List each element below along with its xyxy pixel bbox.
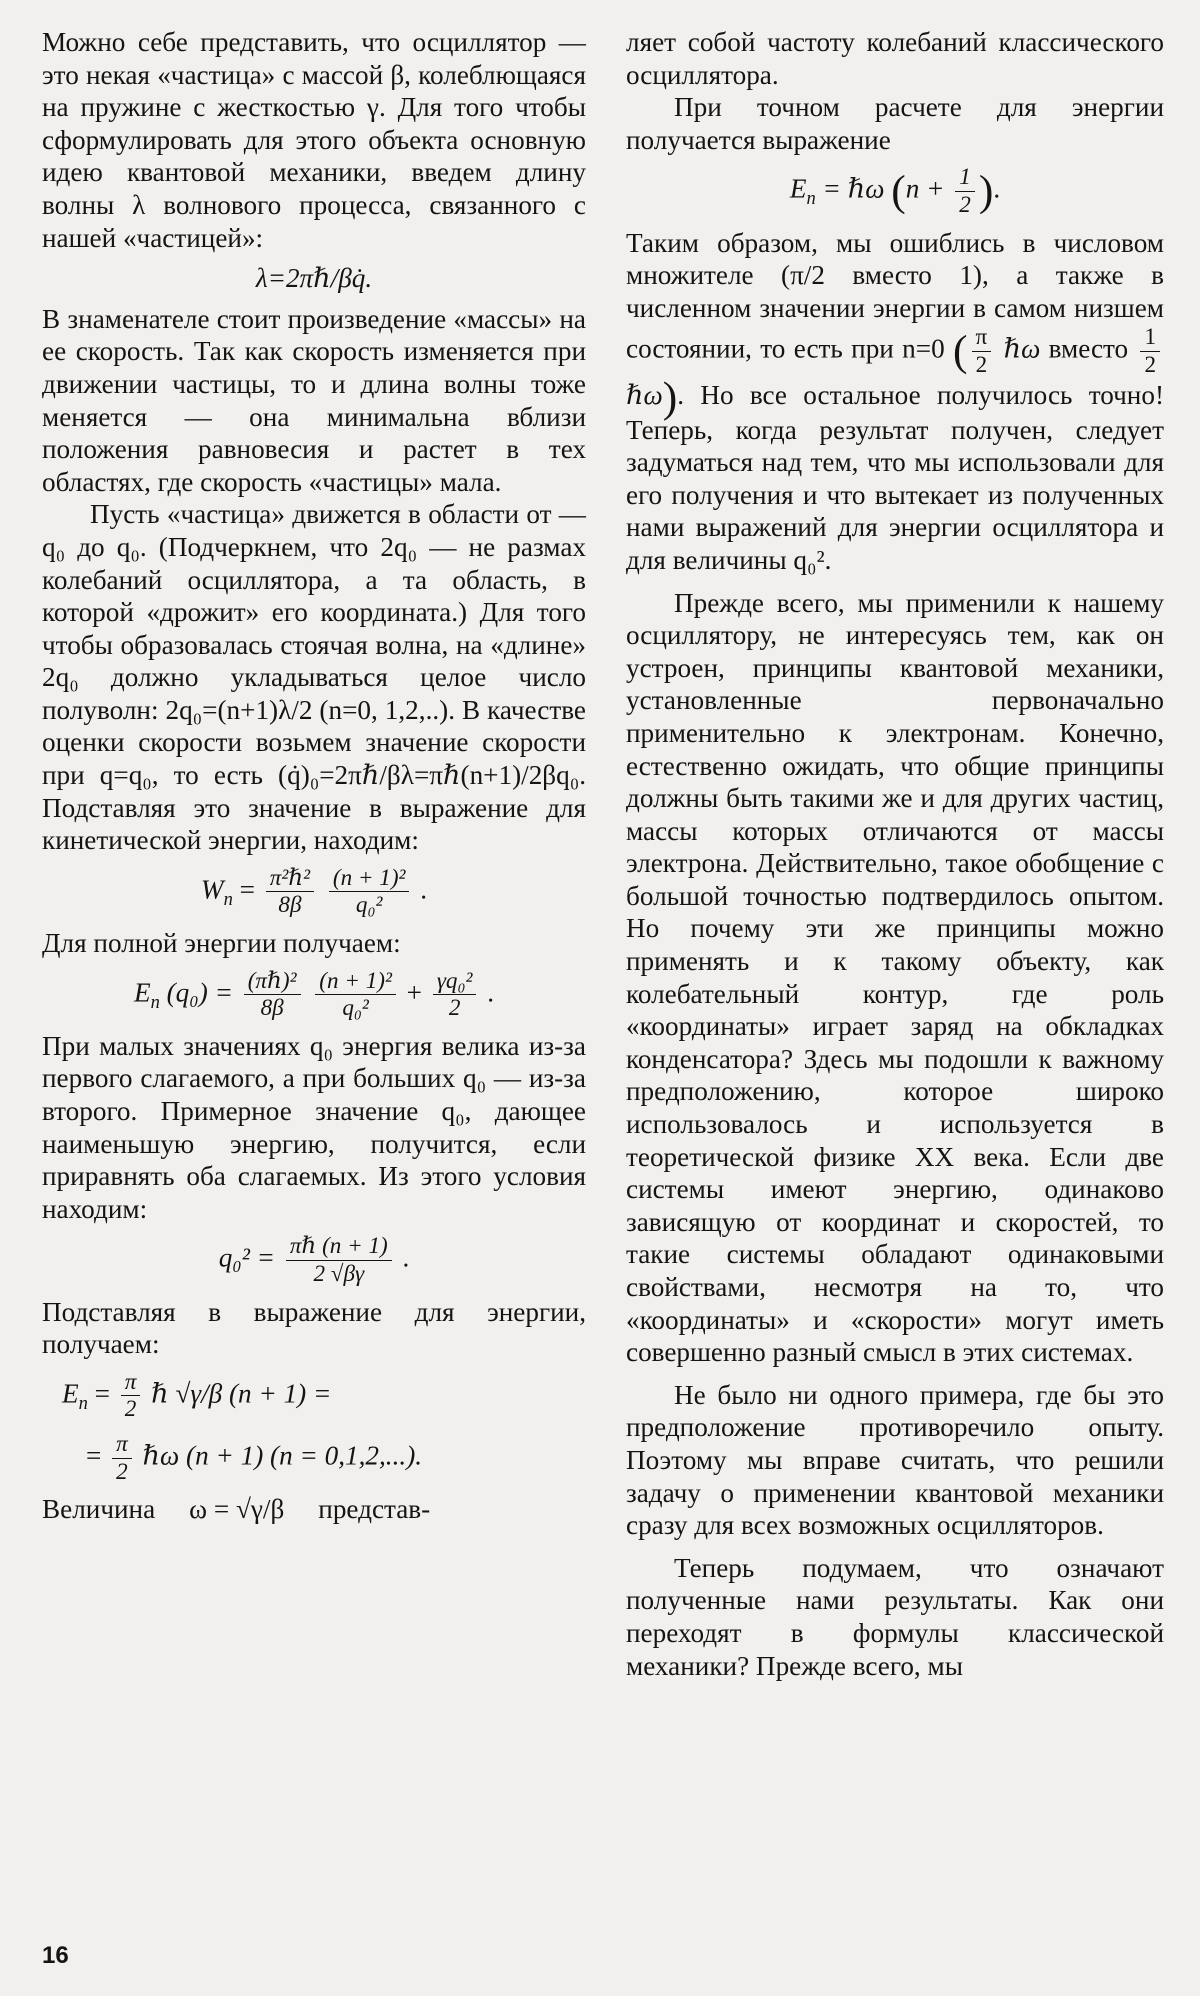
paragraph-omega: Величина ω = √γ/β представ- <box>42 1494 431 1525</box>
equation-kinetic-energy: $W_n$ = $\frac{\text{π²ℏ²}}{8\beta}$ $\frac{\text{(n + 1)²}}{\text{q₀²}}$ . <box>200 864 428 919</box>
paragraph-meaning: Теперь подумаем, что означают полученные нами результаты. Как они переходят в формулы классической механики? Прежде всего, мы <box>626 1552 1164 1681</box>
left-column <box>42 26 586 1526</box>
fraction-q0: $\frac{\text{πℏ (n + 1)}}{2 √\beta\gamma}$ <box>286 1233 392 1287</box>
right-column <box>626 26 1164 1682</box>
fraction-pi-half-1: $\frac{\pi}{2}$ <box>121 1369 141 1423</box>
fraction-pi-half-3: $\frac{\pi}{2}$ <box>972 324 992 378</box>
equation-wavelength: λ=2πℏ/βq̇. <box>255 263 373 294</box>
paragraph-principles: Прежде всего, мы применили к нашему осциллятору, не интересуясь тем, как он устроен, принципы квантовой механики, установленные первоначально применительно к электронам. Конечно, естественно ожидать, что общие принципы должны быть такими же и для других частиц, массы которых отличаются от массы электрона. Действительно, такое обобщение с большой точностью подтвердилось опытом. Но почему эти же принципы можно применять и к такому объекту, как колебательный контур, где роль «координаты» играет заряд на обкладках конденсатора? Здесь мы подошли к важному предположению, которое широко использовалось и используется в теоретической физике XX века. Если две системы имеют энергию, одинаково зависящую от координат и скоростей, то такие системы обладают одинаковыми свойствами, несмотря на то, что «координаты» и «скорости» могут иметь совершенно разный смысл в этих системах. <box>626 587 1164 1368</box>
equation-exact-energy: $E_n$ = ℏω (n + $\frac{1}{2}$ ). <box>789 164 1001 218</box>
fraction-total-3: $\frac{\text{γq₀²}}{2}$ <box>433 968 477 1022</box>
paragraph-oscillator-intro: Можно себе представить, что осциллятор — это некая «частица» с массой β, колеблющаяся на пружине с жесткостью γ. Для того чтобы сформулировать для этого объекта основную идею квантовой механики, введем длину волны λ волнового процесса, связанного с нашей «частицей»: <box>42 27 586 253</box>
equation-total-energy: $E_n$ (q₀) = $\frac{\text{(πℏ)²}}{8\beta}$ $\frac{\text{(n + 1)²}}{\text{q₀²}}$ + $\frac{\text{γq₀²}}{2}$ . <box>133 967 495 1022</box>
paragraph-classical-frequency: ляет собой частоту колебаний классического осциллятора. <box>626 27 1164 90</box>
paragraph-error-factor: Таким образом, мы ошиблись в числовом множителе (π/2 вместо 1), а также в численном значении энергии в самом низшем состоянии, то есть при n=0 ( $\frac{\pi}{2}$ ℏω вместо $\frac{1}{2}$ ℏω). Но все остальное получилось точно! Теперь, когда результат получен, следует задуматься над тем, что мы использовали для его получения и что вытекает из полученных нами выражений для энергии осциллятора и для величины q₀². <box>626 227 1164 575</box>
fraction-pi-half-2: $\frac{\pi}{2}$ <box>112 1431 132 1485</box>
fraction-total-1: $\frac{\text{(πℏ)²}}{8\beta}$ <box>244 968 301 1022</box>
paragraph-exact-calculation: При точном расчете для энергии получается выражение <box>626 92 1164 155</box>
fraction-kinetic-1: $\frac{\text{π²ℏ²}}{8\beta}$ <box>266 865 314 919</box>
paragraph-standing-wave: Пусть «частица» движется в области от —q₀ до q₀. (Подчеркнем, что 2q₀ — не размах колебаний осциллятора, а та область, в которой «дрожит» его координата.) Для того чтобы образовалась стоячая волна, на «длине» 2q₀ должно укладываться целое число полуволн: 2q₀=(n+1)λ/2 (n=0, 1,2,..). В качестве оценки скорости возьмем значение скорости при q=q₀, то есть (q̇)₀=2πℏ/βλ=πℏ(n+1)/2βq₀. Подставляя это значение в выражение для кинетической энергии, находим: <box>42 499 586 856</box>
paragraph-small-values: При малых значениях q₀ энергия велика из-за первого слагаемого, а при больших q₀ — из-за второго. Примерное значение q₀, дающее наименьшую энергию, получится, если приравнять оба слагаемых. Из этого условия находим: <box>42 1030 586 1224</box>
paragraph-total-energy: Для полной энергии получаем: <box>42 928 401 959</box>
fraction-total-2: $\frac{\text{(n + 1)²}}{\text{q₀²}}$ <box>315 968 396 1022</box>
paragraph-substituting: Подставляя в выражение для энергии, получаем: <box>42 1296 586 1360</box>
fraction-kinetic-2: $\frac{\text{(n + 1)²}}{\text{q₀²}}$ <box>329 865 410 919</box>
fraction-one-half: $\frac{1}{2}$ <box>955 164 975 218</box>
fraction-one-half-2: $\frac{1}{2}$ <box>1140 324 1160 378</box>
equation-energy-levels-2: = $\frac{\pi}{2}$ ℏω (n + 1) (n = 0,1,2,...). <box>86 1430 423 1485</box>
paragraph-denominator: В знаменателе стоит произведение «массы» на ее скорость. Так как скорость изменяется при движении частицы, то и длина волны тоже меняется — она минимальна вблизи положения равновесия и растет в тех областях, где скорость «частицы» мала. <box>42 303 586 497</box>
equation-q0-squared: q₀² = $\frac{\text{πℏ (n + 1)}}{2 √\beta\gamma}$ . <box>218 1233 410 1287</box>
page-number: 16 <box>42 1942 69 1969</box>
equation-energy-levels-1: $E_n$ = $\frac{\pi}{2}$ ℏ √γ/β (n + 1) = <box>62 1368 332 1423</box>
paragraph-no-counterexample: Не было ни одного примера, где бы это предположение противоречило опыту. Поэтому мы вправе считать, что решили задачу о применении квантовой механики сразу для всех возможных осцилляторов. <box>626 1379 1164 1541</box>
